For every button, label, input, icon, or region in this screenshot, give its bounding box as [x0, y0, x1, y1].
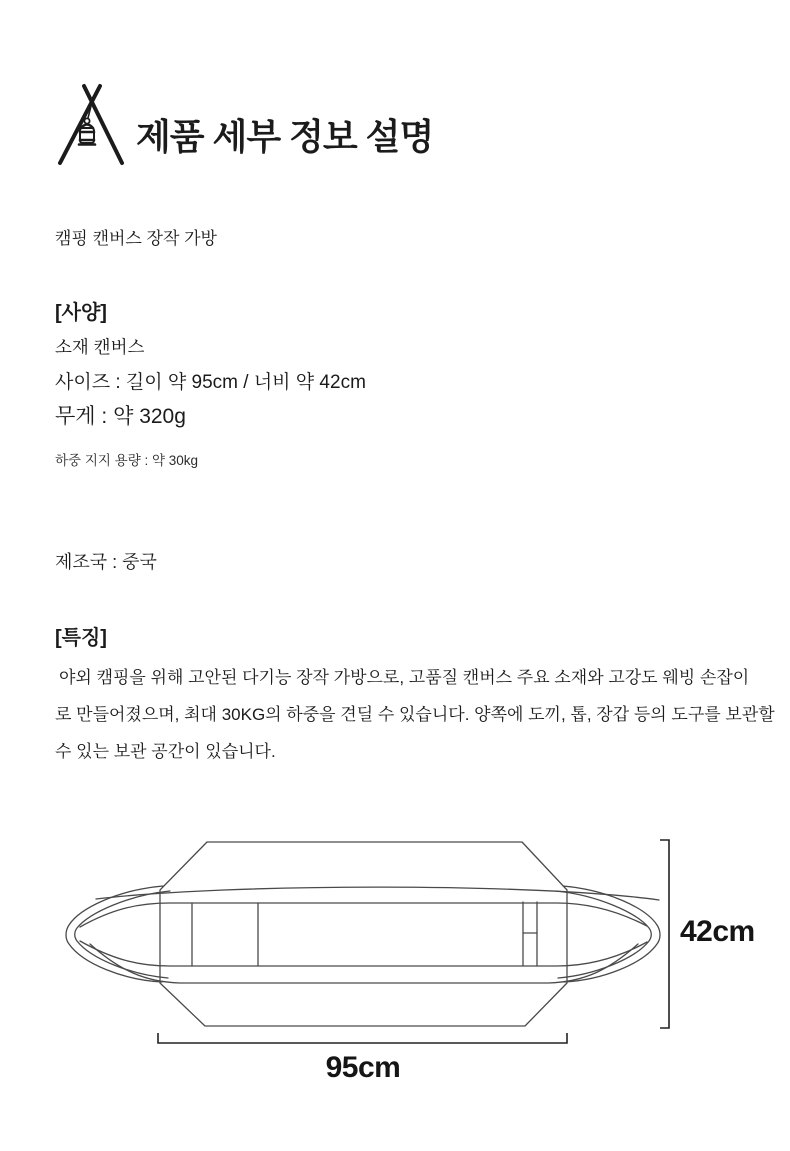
origin-country: 제조국 : 중국 — [55, 552, 157, 572]
spec-size: 사이즈 : 길이 약 95cm / 너비 약 42cm — [55, 372, 366, 393]
features-line: 로 만들어졌으며, 최대 30KG의 하중을 견딜 수 있습니다. 양쪽에 도끼, 톱, 장갑 등의 도구를 보관할 — [55, 705, 775, 724]
features-heading: [특징] — [55, 627, 107, 649]
spec-material: 소재 캔버스 — [55, 337, 145, 357]
product-name: 캠핑 캔버스 장작 가방 — [55, 229, 217, 248]
height-dimension-label: 42cm — [680, 915, 755, 948]
tent-lantern-icon — [50, 74, 138, 168]
firewood-bag-line-drawing — [0, 830, 790, 1060]
dimension-brackets — [158, 840, 669, 1043]
features-paragraph — [55, 659, 775, 770]
features-line: 야외 캠핑을 위해 고안된 다기능 장작 가방으로, 고품질 캔버스 주요 소재와 고강도 웨빙 손잡이 — [59, 668, 750, 687]
spec-load-capacity: 하중 지지 용량 : 약 30kg — [55, 453, 199, 468]
width-dimension-label: 95cm — [325, 1051, 401, 1084]
spec-weight: 무게 : 약 320g — [55, 405, 186, 428]
page-title: 제품 세부 정보 설명 — [136, 116, 434, 157]
features-line: 수 있는 보관 공간이 있습니다. — [55, 742, 276, 761]
specs-heading: [사양] — [55, 302, 107, 324]
